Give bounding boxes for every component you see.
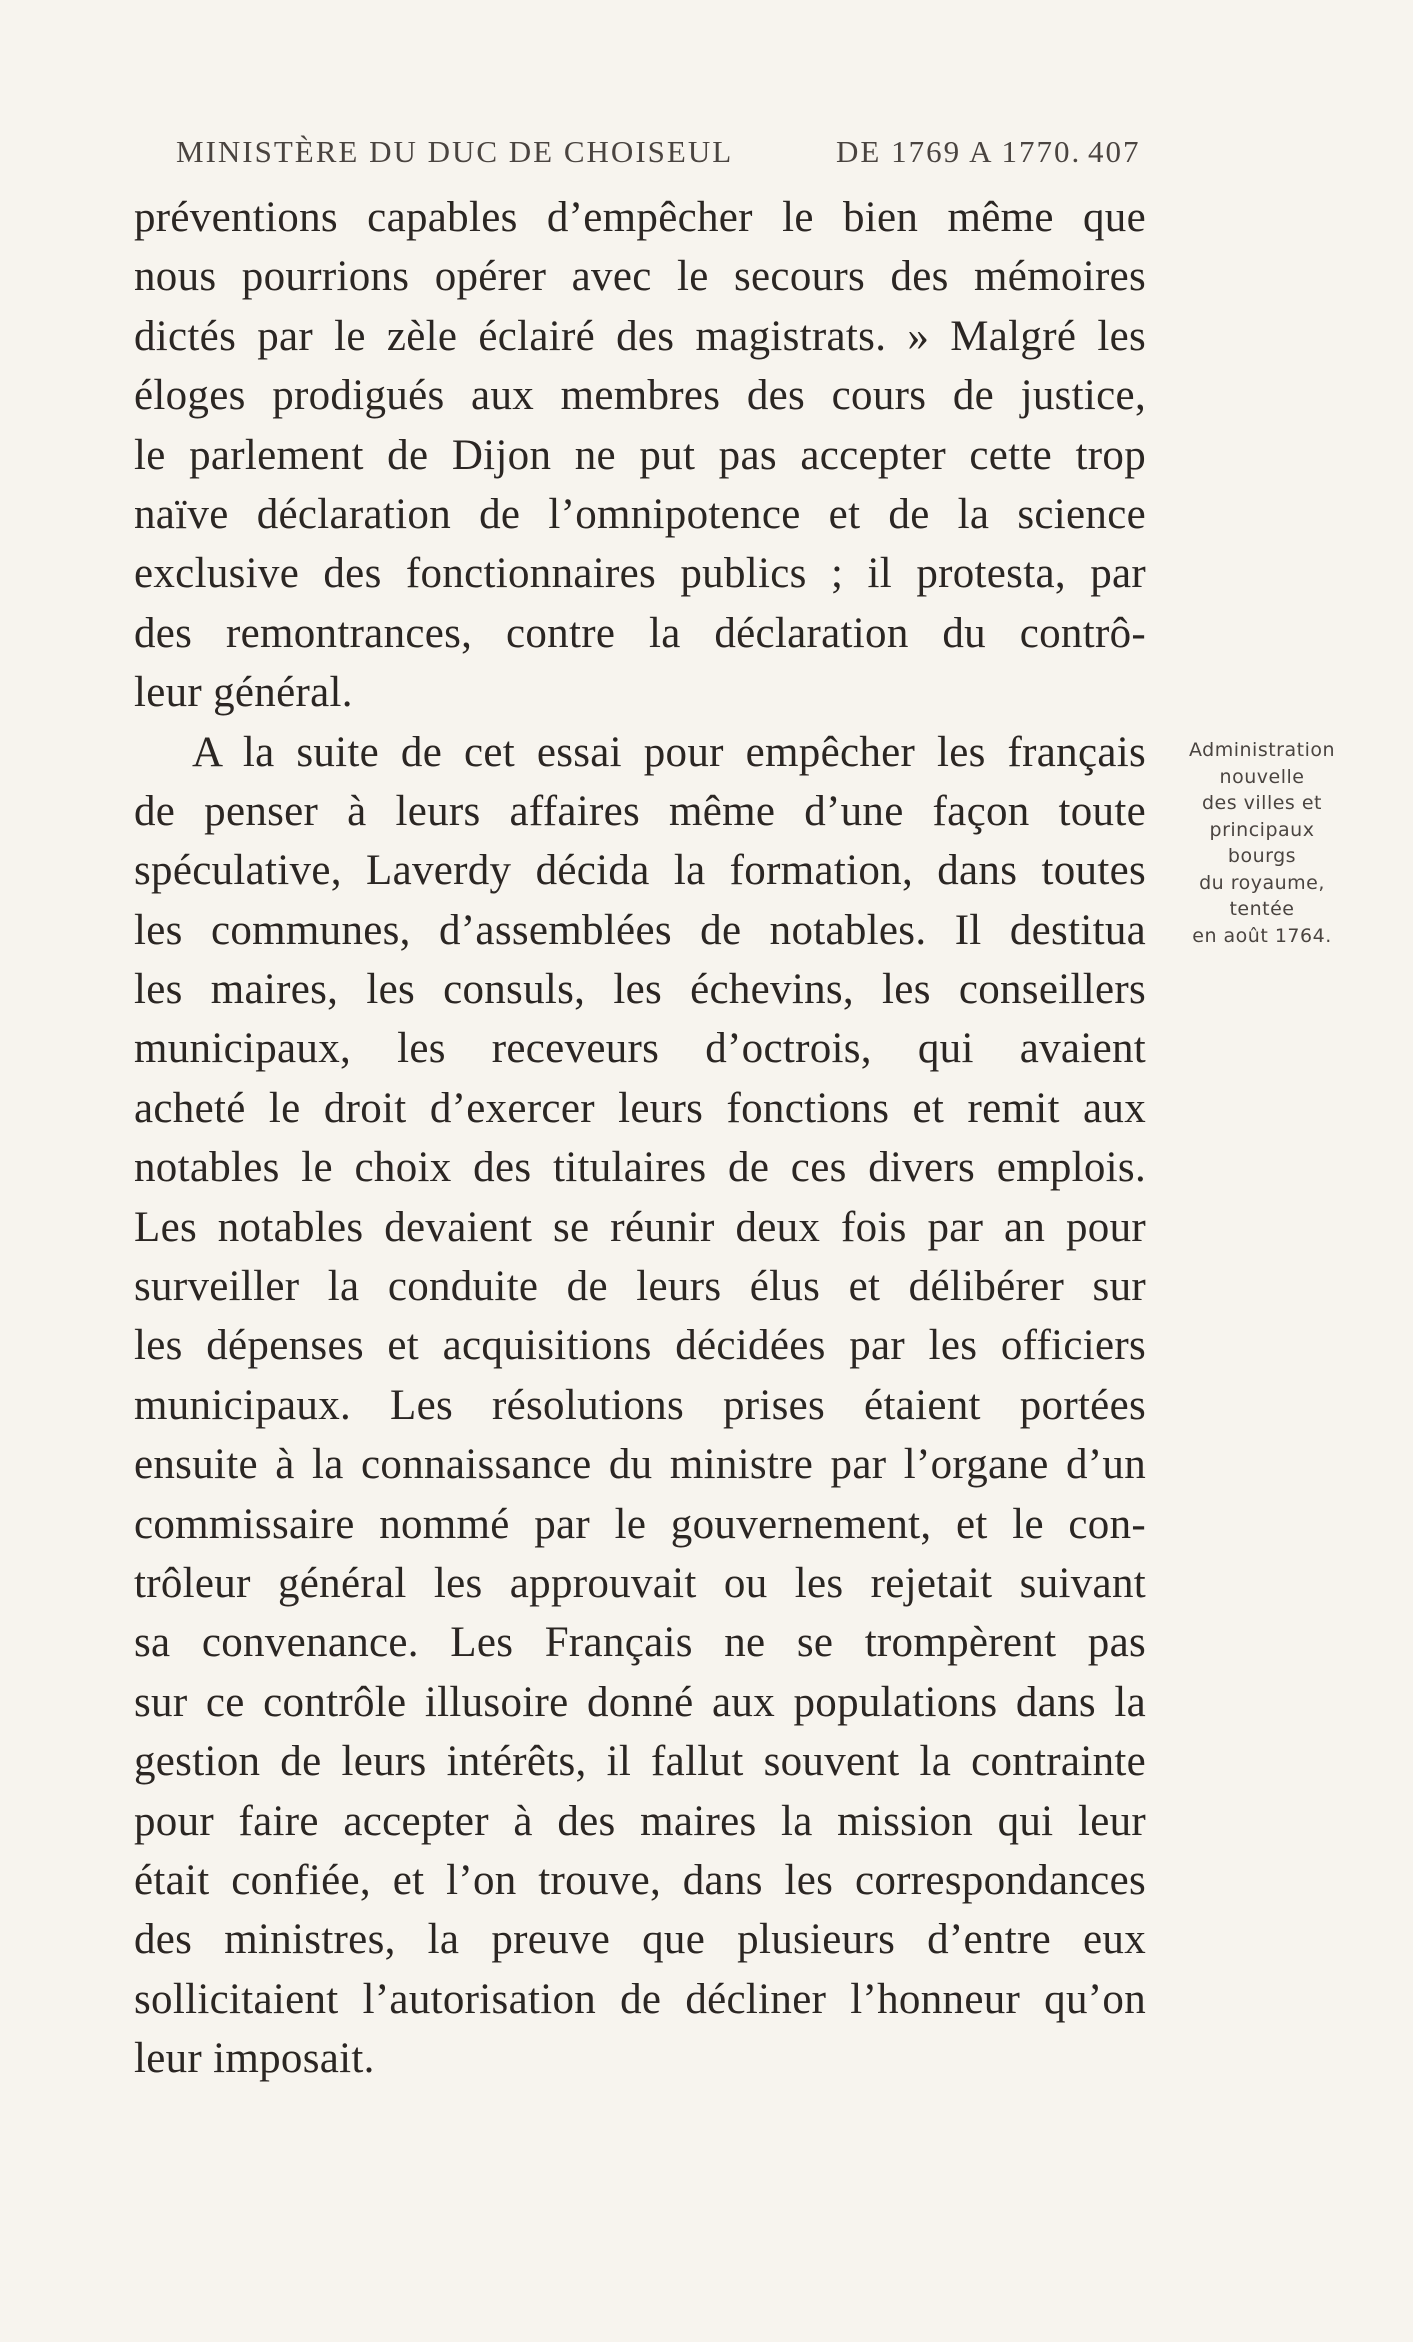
margin-note-line: tentée	[1229, 898, 1295, 920]
body-text	[134, 188, 1146, 2089]
text-line: Les notables devaient se réunir deux fois par an pour	[134, 1203, 1146, 1251]
margin-note-line: en août 1764.	[1192, 924, 1332, 947]
text-line: les maires, les consuls, les échevins, les conseillers	[134, 966, 1146, 1014]
text-line: éloges prodigués aux membres des cours de justice,	[134, 372, 1146, 420]
running-head-dates: DE 1769 A 1770.	[836, 134, 1082, 169]
text-line: des remontrances, contre la déclaration du contrô-	[134, 609, 1146, 657]
margin-note	[1162, 737, 1362, 949]
text-line: pour faire accepter à des maires la mission qui leur	[134, 1797, 1146, 1845]
text-line: préventions capables d’empêcher le bien même que	[134, 194, 1146, 241]
text-line: les dépenses et acquisitions décidées par les officiers	[134, 1322, 1146, 1370]
text-line: les communes, d’assemblées de notables. Il destitua	[134, 906, 1146, 954]
margin-note-line: Administration	[1188, 739, 1336, 761]
text-line: leur imposait.	[134, 2035, 375, 2083]
text-line: des ministres, la preuve que plusieurs d’entre eux	[134, 1916, 1146, 1964]
text-line: notables le choix des titulaires de ces divers emplois.	[134, 1144, 1146, 1192]
text-line: sur ce contrôle illusoire donné aux populations dans la	[134, 1678, 1146, 1726]
text-line: A la suite de cet essai pour empêcher les français	[192, 728, 1146, 776]
text-line: commissaire nommé par le gouvernement, et le con-	[134, 1500, 1146, 1548]
margin-note-line: bourgs	[1227, 845, 1297, 867]
margin-note-line: nouvelle	[1219, 765, 1305, 788]
text-line: spéculative, Laverdy décida la formation, dans toutes	[134, 847, 1146, 895]
text-line: sa convenance. Les Français ne se trompèrent pas	[134, 1619, 1146, 1667]
text-line: municipaux. Les résolutions prises étaient portées	[134, 1381, 1146, 1429]
text-line: naïve déclaration de l’omnipotence et de la science	[134, 490, 1146, 538]
text-line: municipaux, les receveurs d’octrois, qui avaient	[134, 1025, 1146, 1073]
text-line: le parlement de Dijon ne put pas accepter cette trop	[134, 431, 1146, 479]
text-line: trôleur général les approuvait ou les rejetait suivant	[134, 1559, 1146, 1607]
text-line: était confiée, et l’on trouve, dans les correspondances	[134, 1856, 1146, 1904]
text-line: de penser à leurs affaires même d’une façon toute	[134, 787, 1146, 835]
page-number: 407	[1088, 134, 1141, 169]
text-line: exclusive des fonctionnaires publics ; il protesta, par	[134, 550, 1146, 598]
margin-note-line: principaux	[1209, 818, 1315, 841]
margin-note-line: des villes et	[1201, 792, 1323, 814]
text-line: gestion de leurs intérêts, il fallut souvent la contrainte	[134, 1738, 1146, 1786]
text-line: acheté le droit d’exercer leurs fonctions et remit aux	[134, 1084, 1146, 1132]
text-line: surveiller la conduite de leurs élus et délibérer sur	[134, 1263, 1146, 1311]
text-line: ensuite à la connaissance du ministre par l’organe d’un	[134, 1441, 1146, 1489]
text-line: nous pourrions opérer avec le secours des mémoires	[134, 253, 1146, 301]
running-head-title: MINISTÈRE DU DUC DE CHOISEUL	[176, 134, 734, 169]
text-line: dictés par le zèle éclairé des magistrats. » Malgré les	[134, 312, 1146, 360]
text-line: leur général.	[134, 669, 353, 717]
text-line: sollicitaient l’autorisation de décliner l’honneur qu’on	[134, 1975, 1146, 2023]
margin-note-line: du royaume,	[1199, 871, 1325, 894]
